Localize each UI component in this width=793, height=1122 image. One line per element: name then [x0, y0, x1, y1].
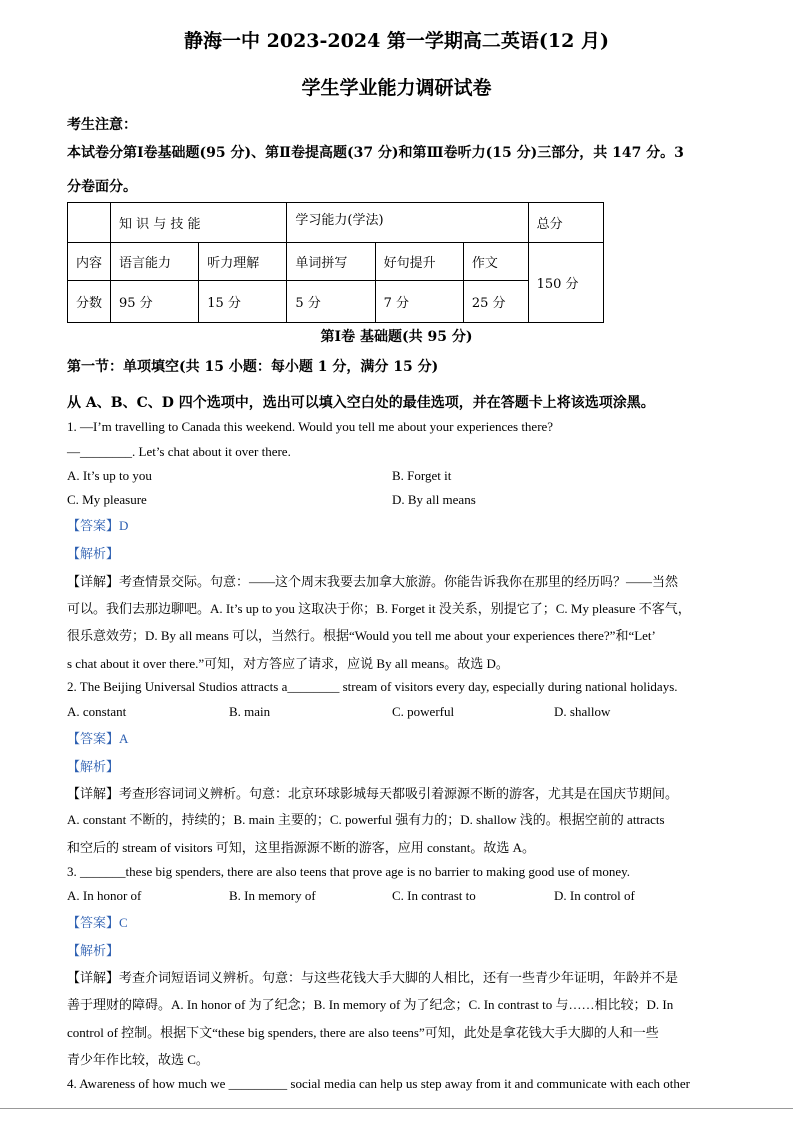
q3-stem: 3. _______these big spenders, there are also teens that prove age is no barrier to making good use of money.	[67, 864, 631, 879]
part-1-heading: 第Ⅰ卷 基础题(共 95 分)	[320, 329, 473, 345]
header-ability: 学习能力(学法)	[287, 203, 528, 243]
cell-content-5: 作文	[463, 243, 528, 281]
q2-option-b: B. main	[229, 704, 271, 719]
q1-answer: 【答案】D	[67, 518, 129, 533]
q1-option-b: B. Forget it	[392, 468, 452, 483]
cell-content-2: 听力理解	[199, 243, 287, 281]
q1-detail-1: 【详解】考查情景交际。句意：——这个周末我要去加拿大旅游。你能告诉我你在那里的经历吗？——当然	[67, 574, 679, 589]
q2-detail-1: 【详解】考查形容词词义辨析。句意：北京环球影城每天都吸引着源源不断的游客，尤其是在国庆节期间。	[67, 786, 679, 801]
cell-score-3: 5 分	[287, 281, 375, 323]
cell-score-2: 15 分	[199, 281, 287, 323]
q2-detail-2: A. constant 不断的，持续的；B. main 主要的；C. powerful 强有力的；D. shallow 浅的。根据空前的 attracts	[67, 812, 665, 827]
q3-option-b: B. In memory of	[229, 888, 316, 903]
header-knowledge: 知 识 与 技 能	[111, 203, 287, 243]
total-score: 150 分	[528, 243, 603, 323]
row-score-label: 分数	[68, 281, 111, 323]
q3-answer: 【答案】C	[67, 915, 128, 930]
section-1-heading: 第一节：单项填空(共 15 小题：每小题 1 分，满分 15 分)	[67, 359, 439, 375]
page-bottom-rule	[0, 1108, 793, 1109]
q3-detail-3: control of 控制。根据下文“these big spenders, there are also teens”可知，此处是拿花钱大手大脚的人和一些	[67, 1025, 659, 1040]
q3-detail-1: 【详解】考查介词短语词义辨析。句意：与这些花钱大手大脚的人相比，还有一些青少年证明，年龄并不是	[67, 970, 679, 985]
q3-detail-4: 青少年作比较，故选 C。	[67, 1052, 209, 1067]
cell-content-4: 好句提升	[375, 243, 463, 281]
q3-option-a: A. In honor of	[67, 888, 142, 903]
cell-score-1: 95 分	[111, 281, 199, 323]
q1-stem-2: —________. Let’s chat about it over there.	[67, 444, 291, 459]
q1-stem-1: 1. —I’m travelling to Canada this weekend. Would you tell me about your experiences there?	[67, 419, 554, 434]
q2-detail-3: 和空后的 stream of visitors 可知，这里指源源不断的游客，应用 constant。故选 A。	[67, 840, 535, 855]
row-content-label: 内容	[68, 243, 111, 281]
q1-option-c: C. My pleasure	[67, 492, 147, 507]
cell-score-5: 25 分	[463, 281, 528, 323]
q1-analysis-label: 【解析】	[67, 546, 120, 561]
notice-label: 考生注意：	[67, 117, 137, 133]
cell-content-1: 语言能力	[111, 243, 199, 281]
q2-analysis-label: 【解析】	[67, 759, 120, 774]
q3-analysis-label: 【解析】	[67, 943, 120, 958]
notice-line-1: 本试卷分第Ⅰ卷基础题(95 分)、第Ⅱ卷提高题(37 分)和第Ⅲ卷听力(15 分)三部分，共 147 分。3	[67, 145, 684, 161]
cell-content-3: 单词拼写	[287, 243, 375, 281]
q2-option-a: A. constant	[67, 704, 127, 719]
notice-line-2: 分卷面分。	[67, 179, 137, 195]
q3-option-d: D. In control of	[554, 888, 635, 903]
instruction: 从 A、B、C、D 四个选项中，选出可以填入空白处的最佳选项，并在答题卡上将该选项涂黑。	[67, 395, 655, 411]
q2-stem: 2. The Beijing Universal Studios attracts a________ stream of visitors every day, especially during national holidays.	[67, 679, 678, 694]
q3-option-c: C. In contrast to	[392, 888, 476, 903]
q1-option-d: D. By all means	[392, 492, 476, 507]
q1-detail-4: s chat about it over there.”可知，对方答应了请求，应说 By all means。故选 D。	[67, 656, 509, 671]
cell-score-4: 7 分	[375, 281, 463, 323]
q3-detail-2: 善于理财的障碍。A. In honor of 为了纪念；B. In memory of 为了纪念；C. In contrast to 与……相比较；D. In	[67, 997, 674, 1012]
header-total: 总分	[528, 203, 603, 243]
exam-title: 静海一中 2023-2024 第一学期高二英语(12 月)	[184, 30, 609, 52]
q1-detail-3: 很乐意效劳；D. By all means 可以，当然行。根据“Would you tell me about your experiences there?”和“Let’	[67, 628, 656, 643]
q2-answer: 【答案】A	[67, 731, 129, 746]
q2-option-d: D. shallow	[554, 704, 611, 719]
q2-option-c: C. powerful	[392, 704, 455, 719]
exam-subtitle: 学生学业能力调研试卷	[301, 77, 492, 99]
score-table	[67, 202, 604, 323]
q1-option-a: A. It’s up to you	[67, 468, 152, 483]
q4-stem: 4. Awareness of how much we _________ social media can help us step away from it and communicate with each other	[67, 1076, 690, 1091]
q1-detail-2: 可以。我们去那边聊吧。A. It’s up to you 这取决于你；B. Forget it 没关系，别提它了；C. My pleasure 不客气，	[67, 601, 691, 616]
